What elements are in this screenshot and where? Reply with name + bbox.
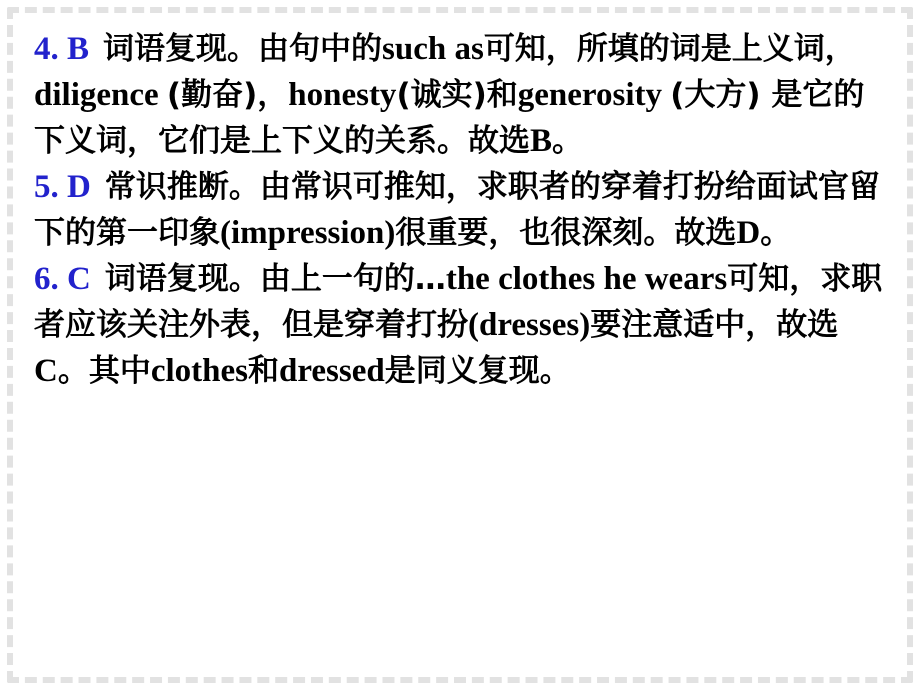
cjk-text: (大方) 是它的下义词，它们是上下义的关系。故选 xyxy=(34,77,865,159)
cjk-text: 可知，所填的词是上义词， xyxy=(483,31,856,67)
cjk-text: 词语复现。由句中的 xyxy=(103,31,383,67)
cjk-text: (勤奋)， xyxy=(166,77,289,113)
latin-text: (impression) xyxy=(220,215,396,251)
cjk-text: 。其中 xyxy=(57,353,151,389)
latin-text: D xyxy=(736,215,761,251)
explanation-body-4 xyxy=(34,31,864,159)
cjk-text: (诚实)和 xyxy=(396,77,518,113)
cjk-text: 可知，求职者应该关注外表，但是穿着打扮 xyxy=(34,261,883,343)
latin-text: dressed xyxy=(279,353,385,389)
latin-text: B xyxy=(530,123,553,159)
explanation-item-4 xyxy=(34,26,890,164)
question-number-6: 6. C xyxy=(34,261,91,297)
cjk-text: 和 xyxy=(248,353,279,389)
latin-text: honesty xyxy=(288,77,397,113)
cjk-text: 。 xyxy=(552,123,584,159)
latin-text: generosity xyxy=(517,77,671,113)
explanation-item-6 xyxy=(34,256,890,394)
latin-text: diligence xyxy=(34,77,167,113)
explanation-body-5 xyxy=(34,169,880,251)
latin-text: clothes xyxy=(150,353,248,389)
cjk-text: 。 xyxy=(760,215,792,251)
question-number-4: 4. B xyxy=(34,31,90,67)
cjk-text: 很重要，也很深刻。故选 xyxy=(395,215,737,251)
latin-text: C xyxy=(34,353,58,389)
explanation-body-6 xyxy=(34,261,882,389)
explanation-item-5 xyxy=(34,164,890,256)
cjk-text: 是同义复现。 xyxy=(384,353,571,389)
explanation-list xyxy=(34,26,890,394)
question-number-5: 5. D xyxy=(34,169,91,205)
cjk-text: 词语复现。由上一句的… xyxy=(104,261,446,297)
latin-text: the clothes he wears xyxy=(445,261,728,297)
cjk-text: 要注意适中，故选 xyxy=(590,307,839,343)
latin-text: such as xyxy=(382,31,484,67)
cjk-text: 常识推断。由常识可推知，求职者的穿着打扮给面试官留下的第一印象 xyxy=(34,169,880,251)
latin-text: (dresses) xyxy=(468,307,591,343)
